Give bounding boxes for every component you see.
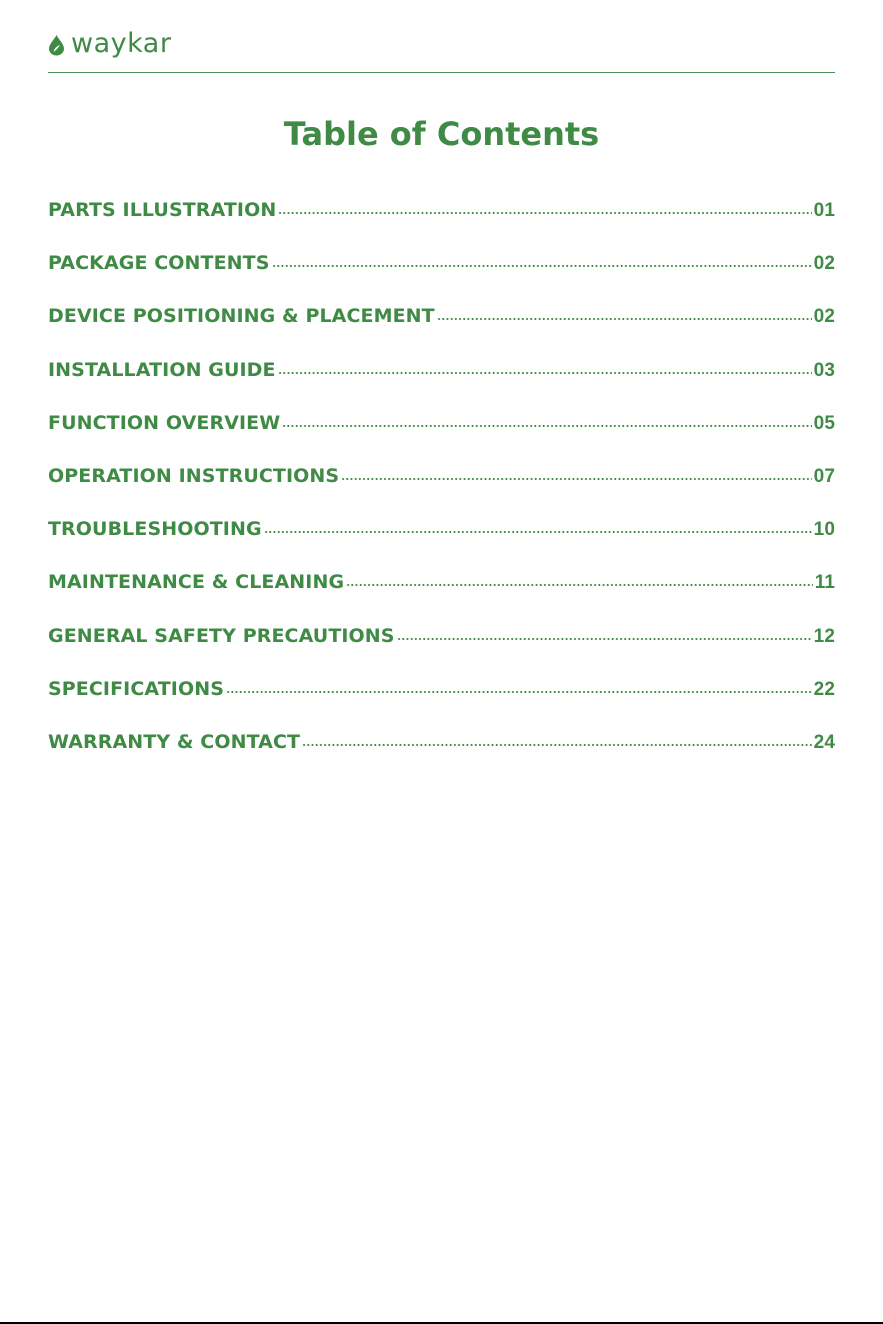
toc-entry[interactable] xyxy=(48,571,835,624)
toc-entry[interactable] xyxy=(48,465,835,518)
toc-entry[interactable] xyxy=(48,199,835,252)
toc-entry-label: DEVICE POSITIONING & PLACEMENT xyxy=(48,305,435,328)
toc-dot-leader xyxy=(397,637,812,641)
toc-dot-leader xyxy=(437,317,812,321)
toc-entry-label: PACKAGE CONTENTS xyxy=(48,252,270,275)
toc-entry-page-number: 12 xyxy=(813,625,835,647)
toc-entry[interactable] xyxy=(48,359,835,412)
toc-entry-page-number: 02 xyxy=(813,253,835,275)
toc-dot-leader xyxy=(272,264,812,268)
toc-entry[interactable] xyxy=(48,731,835,784)
toc-entry-page-number: 05 xyxy=(813,412,835,434)
toc-entry[interactable] xyxy=(48,305,835,358)
toc-entry-page-number: 02 xyxy=(813,306,835,328)
page-title: Table of Contents xyxy=(283,115,600,153)
toc-entry[interactable] xyxy=(48,625,835,678)
toc-entry-label: SPECIFICATIONS xyxy=(48,677,224,700)
toc-entry-label: WARRANTY & CONTACT xyxy=(48,730,301,753)
toc-entry-label: GENERAL SAFETY PRECAUTIONS xyxy=(48,624,395,647)
toc-entry[interactable] xyxy=(48,412,835,465)
toc-entry-page-number: 24 xyxy=(813,731,835,753)
toc-entry-label: OPERATION INSTRUCTIONS xyxy=(48,464,340,487)
toc-entry[interactable] xyxy=(48,518,835,571)
toc-entry-label: INSTALLATION GUIDE xyxy=(48,358,276,381)
leaf-drop-icon xyxy=(48,34,65,56)
toc-dot-leader xyxy=(278,371,812,375)
brand-logo xyxy=(48,28,171,62)
toc-dot-leader xyxy=(282,424,811,428)
toc-entry-page-number: 03 xyxy=(813,359,835,381)
toc-dot-leader xyxy=(302,743,812,747)
toc-dot-leader xyxy=(226,690,812,694)
toc-entry-page-number: 07 xyxy=(813,465,835,487)
toc-entry-page-number: 11 xyxy=(814,572,835,594)
toc-dot-leader xyxy=(278,211,811,215)
toc-entry-page-number: 01 xyxy=(813,200,835,221)
toc-entry[interactable] xyxy=(48,252,835,305)
header-divider xyxy=(48,72,835,73)
toc-entry-label: FUNCTION OVERVIEW xyxy=(48,411,281,434)
table-of-contents xyxy=(48,199,835,784)
toc-dot-leader xyxy=(264,530,812,534)
toc-entry-page-number: 22 xyxy=(813,678,835,700)
toc-entry[interactable] xyxy=(48,678,835,731)
toc-dot-leader xyxy=(341,477,811,481)
toc-entry-page-number: 10 xyxy=(813,519,835,541)
brand-name: waykar xyxy=(71,27,172,59)
toc-dot-leader xyxy=(346,583,813,587)
toc-entry-label: TROUBLESHOOTING xyxy=(48,518,262,541)
toc-entry-label: PARTS ILLUSTRATION xyxy=(48,199,277,221)
toc-entry-label: MAINTENANCE & CLEANING xyxy=(48,571,345,594)
